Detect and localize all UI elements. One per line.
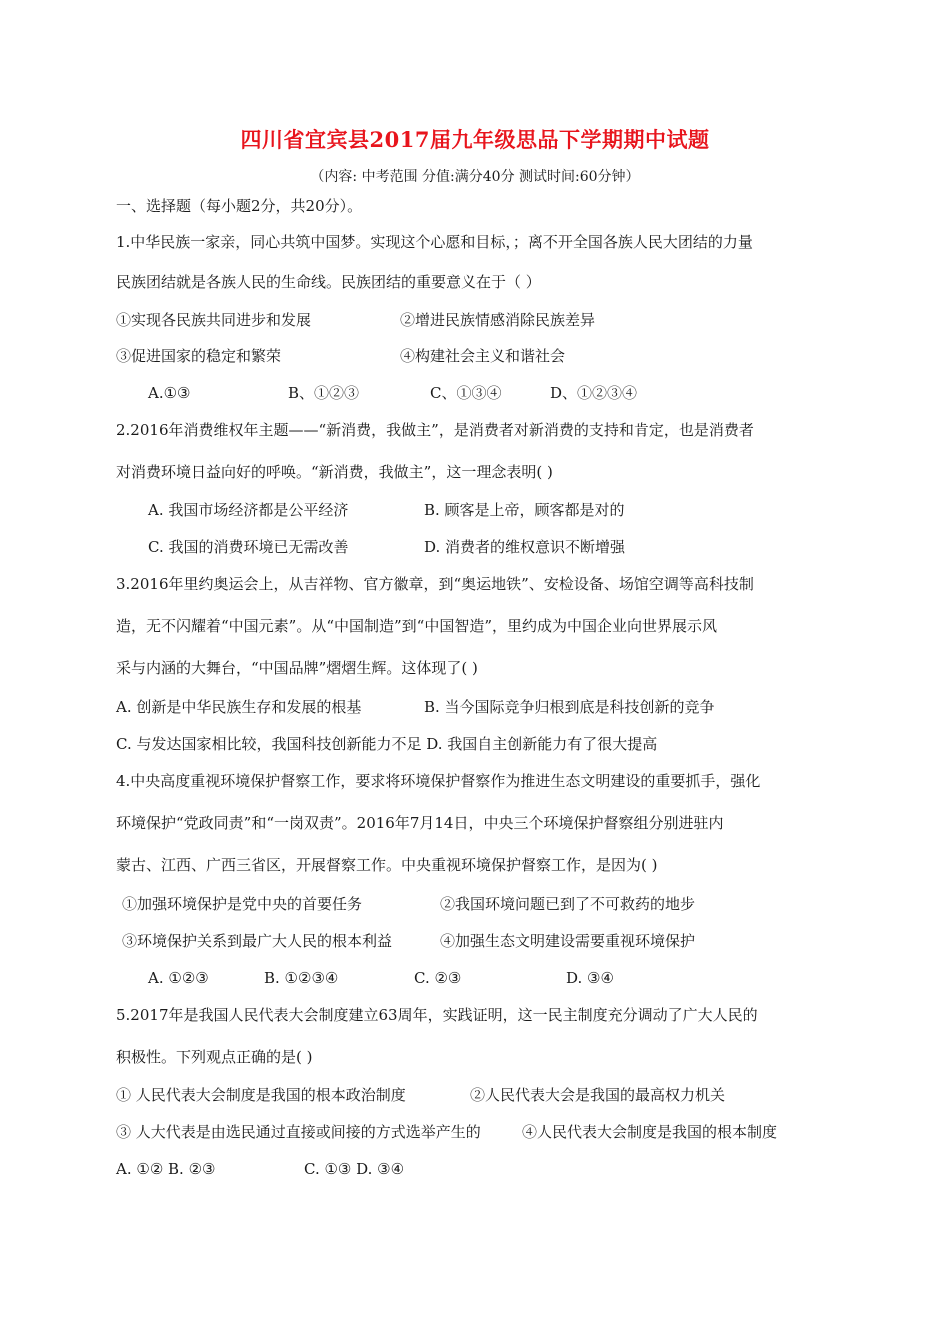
- q5-option-4: ④人民代表大会制度是我国的根本制度: [522, 1123, 778, 1141]
- q4-option-2: ②我国环境问题已到了不可救药的地步: [440, 895, 696, 913]
- section-heading: 一、选择题（每小题2分，共20分）。: [116, 197, 363, 215]
- q4-stem-line2: 环境保护“党政同责”和“一岗双责”。2016年7月14日，中央三个环境保护督察组分别进驻内: [116, 814, 724, 832]
- q4-option-4: ④加强生态文明建设需要重视环境保护: [440, 932, 696, 950]
- q4-option-3: ③环境保护关系到最广大人民的根本利益: [122, 932, 393, 950]
- q4-choice-d: D. ③④: [566, 969, 614, 987]
- q4-stem-line3: 蒙古、江西、广西三省区，开展督察工作。中央重视环境保护督察工作，是因为( ): [116, 856, 658, 874]
- q3-stem-line1: 3.2016年里约奥运会上，从吉祥物、官方徽章，到“奥运地铁”、安检设备、场馆空调等高科技制: [116, 575, 754, 593]
- q1-option-3: ③促进国家的稳定和繁荣: [116, 347, 282, 365]
- q2-choice-c: C. 我国的消费环境已无需改善: [148, 538, 349, 556]
- q2-choice-d: D. 消费者的维权意识不断增强: [424, 538, 626, 556]
- q4-choice-a: A. ①②③: [148, 969, 209, 987]
- q5-choice-cd: C. ①③ D. ③④: [304, 1160, 405, 1178]
- q4-choice-b: B. ①②③④: [264, 969, 339, 987]
- q3-choice-b: B. 当今国际竞争归根到底是科技创新的竞争: [424, 698, 715, 716]
- q5-option-2: ②人民代表大会是我国的最高权力机关: [470, 1086, 726, 1104]
- q5-option-3: ③ 人大代表是由选民通过直接或间接的方式选举产生的: [116, 1123, 481, 1141]
- q2-choice-b: B. 顾客是上帝，顾客都是对的: [424, 501, 625, 519]
- q4-choice-c: C. ②③: [414, 969, 462, 987]
- q1-option-4: ④构建社会主义和谐社会: [400, 347, 566, 365]
- q5-stem-line2: 积极性。下列观点正确的是( ): [116, 1048, 313, 1066]
- q3-choice-a: A. 创新是中华民族生存和发展的根基: [116, 698, 362, 716]
- q1-option-1: ①实现各民族共同进步和发展: [116, 311, 312, 329]
- q1-stem-line2: 民族团结就是各族人民的生命线。民族团结的重要意义在于（ ）: [116, 273, 541, 291]
- q1-choice-d: D、①②③④: [550, 384, 638, 402]
- q4-stem-line1: 4.中央高度重视环境保护督察工作，要求将环境保护督察作为推进生态文明建设的重要抓手，强化: [116, 772, 761, 790]
- exam-info: （内容: 中考范围 分值:满分40分 测试时间:60分钟）: [310, 169, 640, 185]
- page-title: 四川省宜宾县2017届九年级思品下学期期中试题: [240, 127, 710, 152]
- q3-choice-cd: C. 与发达国家相比较，我国科技创新能力不足 D. 我国自主创新能力有了很大提高: [116, 735, 658, 753]
- q5-stem-line1: 5.2017年是我国人民代表大会制度建立63周年，实践证明，这一民主制度充分调动了广大人民的: [116, 1006, 758, 1024]
- q1-choice-c: C、①③④: [430, 384, 502, 402]
- q1-choice-a: A.①③: [148, 384, 191, 402]
- q3-stem-line3: 采与内涵的大舞台，“中国品牌”熠熠生辉。这体现了( ): [116, 659, 478, 677]
- q5-choice-ab: A. ①② B. ②③: [116, 1160, 216, 1178]
- q2-stem-line1: 2.2016年消费维权年主题——“新消费，我做主”，是消费者对新消费的支持和肯定，也是消费者: [116, 421, 754, 439]
- q1-option-2: ②增进民族情感消除民族差异: [400, 311, 596, 329]
- q4-option-1: ①加强环境保护是党中央的首要任务: [122, 895, 363, 913]
- q1-stem-line1: 1.中华民族一家亲，同心共筑中国梦。实现这个心愿和目标，；离不开全国各族人民大团结的力量: [116, 233, 753, 251]
- q1-choice-b: B、①②③: [288, 384, 360, 402]
- q2-choice-a: A. 我国市场经济都是公平经济: [148, 501, 349, 519]
- q5-option-1: ① 人民代表大会制度是我国的根本政治制度: [116, 1086, 406, 1104]
- q2-stem-line2: 对消费环境日益向好的呼唤。“新消费，我做主”，这一理念表明( ): [116, 463, 553, 481]
- q3-stem-line2: 造，无不闪耀着“中国元素”。从“中国制造”到“中国智造”，里约成为中国企业向世界展示风: [116, 617, 718, 635]
